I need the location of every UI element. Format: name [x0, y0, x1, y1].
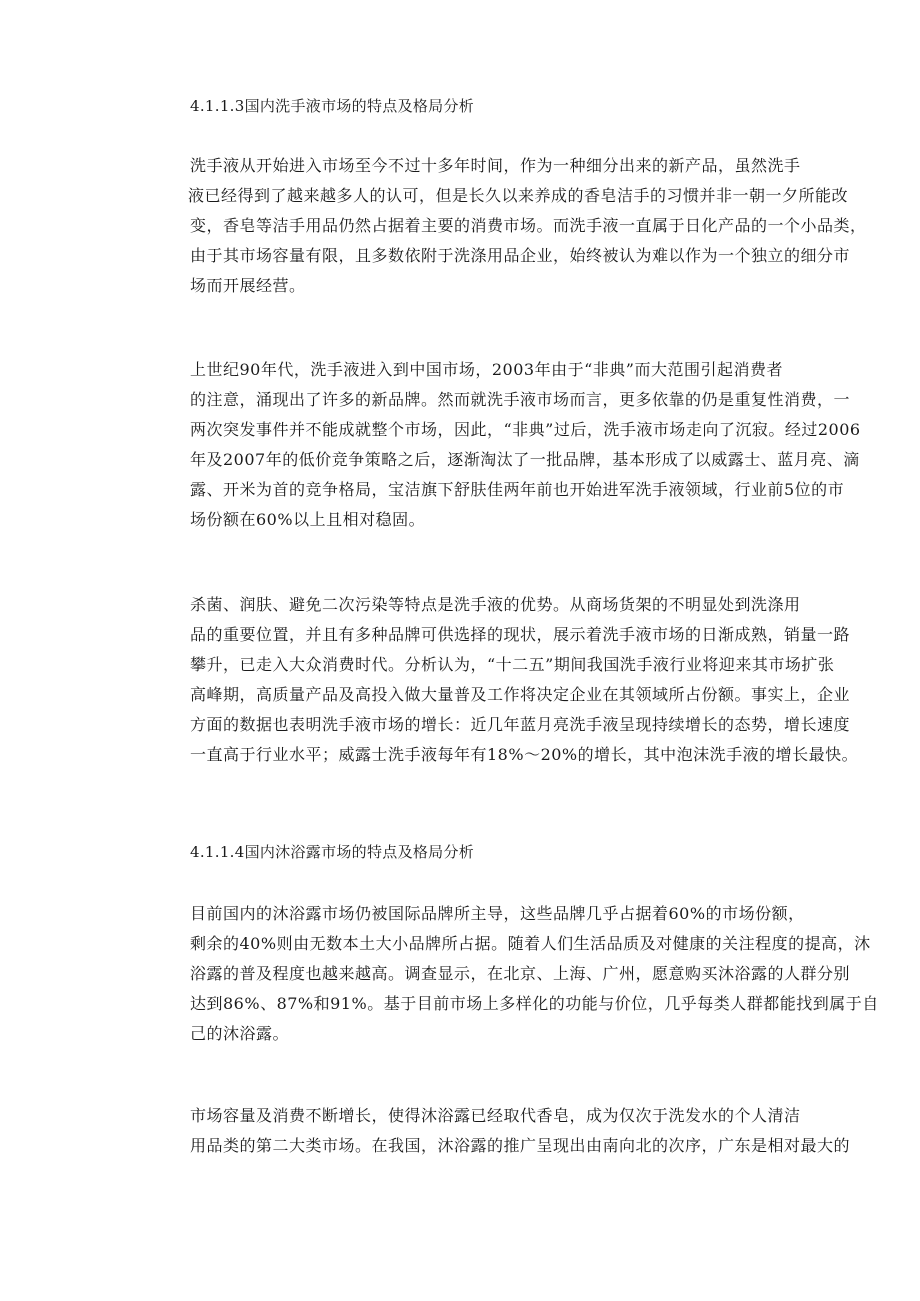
paragraph-line: 浴露的普及程度也越来越高。调查显示，在北京、上海、广州，愿意购买沐浴露的人群分别	[190, 964, 851, 983]
paragraph-bodywash-growth	[190, 1101, 851, 1161]
paragraph-line: 两次突发事件并不能成就整个市场，因此，“非典”过后，洗手液市场走向了沉寂。经过2006	[190, 420, 861, 439]
paragraph-line: 的注意，涌现出了许多的新品牌。然而就洗手液市场而言，更多依靠的仍是重复性消费，一	[190, 390, 851, 409]
paragraph-line: 年及2007年的低价竞争策略之后，逐渐淘汰了一批品牌，基本形成了以威露士、蓝月亮、滴	[190, 450, 860, 469]
paragraph-line: 攀升，已走入大众消费时代。分析认为，“十二五”期间我国洗手液行业将迎来其市场扩张	[190, 655, 835, 674]
paragraph-line: 由于其市场容量有限，且多数依附于洗涤用品企业，始终被认为难以作为一个独立的细分市	[190, 246, 851, 265]
paragraph-line: 剩余的40%则由无数本土大小品牌所占据。随着人们生活品质及对健康的关注程度的提高，沐	[190, 934, 871, 953]
paragraph-line: 市场容量及消费不断增长，使得沐浴露已经取代香皂，成为仅次于洗发水的个人清洁	[190, 1106, 801, 1125]
paragraph-line: 高峰期，高质量产品及高投入做大量普及工作将决定企业在其领域所占份额。事实上，企业	[190, 685, 851, 704]
paragraph-handwash-advantages	[190, 590, 859, 770]
paragraph-line: 场份额在60%以上且相对稳固。	[190, 510, 426, 529]
section-heading-4-1-1-3: 4.1.1.3国内洗手液市场的特点及格局分析	[190, 97, 475, 115]
paragraph-handwash-history	[190, 355, 861, 535]
paragraph-line: 一直高于行业水平；威露士洗手液每年有18%～20%的增长，其中泡沫洗手液的增长最快。	[190, 745, 859, 764]
paragraph-bodywash-market	[190, 899, 879, 1049]
paragraph-line: 己的沐浴露。	[190, 1024, 290, 1043]
paragraph-line: 用品类的第二大类市场。在我国，沐浴露的推广呈现出由南向北的次序，广东是相对最大的	[190, 1136, 851, 1155]
section-heading-4-1-1-4: 4.1.1.4国内沐浴露市场的特点及格局分析	[190, 843, 475, 861]
paragraph-line: 变，香皂等洁手用品仍然占据着主要的消费市场。而洗手液一直属于日化产品的一个小品类，	[190, 216, 867, 235]
paragraph-line: 液已经得到了越来越多人的认可，但是长久以来养成的香皂洁手的习惯并非一朝一夕所能改	[188, 186, 849, 205]
paragraph-line: 达到86%、87%和91%。基于目前市场上多样化的功能与价位，几乎每类人群都能找到属于自	[190, 994, 879, 1013]
paragraph-line: 杀菌、润肤、避免二次污染等特点是洗手液的优势。从商场货架的不明显处到洗涤用	[190, 595, 801, 614]
paragraph-handwash-intro	[188, 151, 867, 301]
paragraph-line: 露、开米为首的竞争格局，宝洁旗下舒肤佳两年前也开始进军洗手液领域，行业前5位的市	[190, 480, 845, 499]
paragraph-line: 方面的数据也表明洗手液市场的增长：近几年蓝月亮洗手液呈现持续增长的态势，增长速度	[190, 715, 851, 734]
paragraph-line: 品的重要位置，并且有多种品牌可供选择的现状，展示着洗手液市场的日渐成熟，销量一路	[190, 625, 851, 644]
paragraph-line: 上世纪90年代，洗手液进入到中国市场，2003年由于“非典”而大范围引起消费者	[190, 360, 783, 379]
paragraph-line: 目前国内的沐浴露市场仍被国际品牌所主导，这些品牌几乎占据着60%的市场份额，	[190, 904, 805, 923]
paragraph-line: 场而开展经营。	[190, 276, 306, 295]
paragraph-line: 洗手液从开始进入市场至今不过十多年时间，作为一种细分出来的新产品，虽然洗手	[190, 156, 801, 175]
